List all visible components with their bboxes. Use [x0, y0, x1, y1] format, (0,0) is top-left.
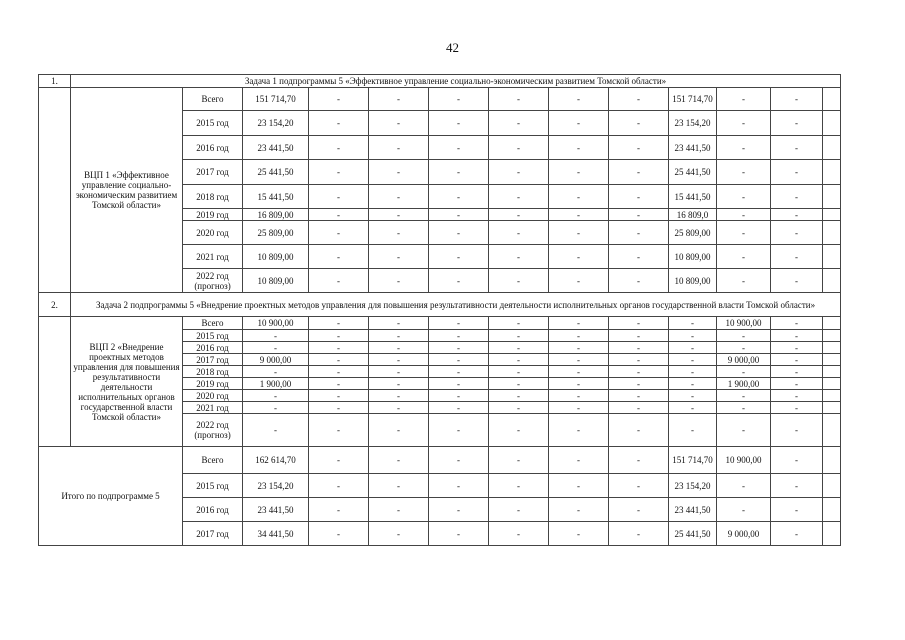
value-cell: -: [489, 390, 549, 402]
value-cell: -: [429, 342, 489, 354]
year-cell: 2017 год: [183, 522, 243, 546]
value-cell: 15 441,50: [243, 185, 309, 209]
value-cell: -: [429, 317, 489, 330]
value-cell: -: [771, 522, 823, 546]
value-cell: -: [309, 160, 369, 185]
value-cell: -: [489, 414, 549, 447]
value-cell: -: [369, 269, 429, 293]
value-cell: -: [609, 390, 669, 402]
value-cell: 1 900,00: [717, 378, 771, 390]
value-cell: -: [489, 330, 549, 342]
value-cell: -: [309, 330, 369, 342]
value-cell: -: [309, 474, 369, 498]
value-cell: -: [429, 366, 489, 378]
value-cell: -: [429, 111, 489, 136]
value-cell: -: [717, 330, 771, 342]
value-cell: 1 900,00: [243, 378, 309, 390]
value-cell: 10 809,00: [669, 269, 717, 293]
empty-cell: [823, 498, 841, 522]
value-cell: -: [243, 342, 309, 354]
value-cell: -: [369, 88, 429, 111]
value-cell: 23 154,20: [669, 474, 717, 498]
value-cell: -: [609, 160, 669, 185]
value-cell: -: [771, 185, 823, 209]
value-cell: -: [549, 221, 609, 245]
value-cell: -: [309, 269, 369, 293]
value-cell: -: [369, 402, 429, 414]
value-cell: -: [429, 160, 489, 185]
year-cell: 2017 год: [183, 160, 243, 185]
value-cell: -: [489, 160, 549, 185]
task-title: Задача 1 подпрограммы 5 «Эффективное управление социально-экономическим развитием Томской области»: [71, 75, 841, 88]
value-cell: 16 809,0: [669, 209, 717, 221]
value-cell: -: [489, 136, 549, 160]
value-cell: -: [309, 390, 369, 402]
empty-cell: [823, 209, 841, 221]
year-cell: 2017 год: [183, 354, 243, 366]
year-cell: Всего: [183, 447, 243, 474]
year-cell: 2022 год (прогноз): [183, 414, 243, 447]
empty-cell: [823, 390, 841, 402]
year-cell: Всего: [183, 88, 243, 111]
value-cell: -: [609, 378, 669, 390]
value-cell: -: [309, 111, 369, 136]
value-cell: -: [309, 221, 369, 245]
empty-cell: [823, 414, 841, 447]
value-cell: -: [549, 498, 609, 522]
value-cell: -: [771, 414, 823, 447]
value-cell: -: [609, 136, 669, 160]
value-cell: -: [669, 366, 717, 378]
program-name: ВЦП 2 «Внедрение проектных методов управления для повышения результативности деятельности исполнительных органов государственной власти Томской области»: [71, 317, 183, 447]
value-cell: -: [489, 498, 549, 522]
value-cell: -: [369, 160, 429, 185]
value-cell: -: [369, 342, 429, 354]
value-cell: 16 809,00: [243, 209, 309, 221]
value-cell: -: [489, 245, 549, 269]
value-cell: -: [429, 447, 489, 474]
value-cell: -: [489, 185, 549, 209]
value-cell: -: [309, 366, 369, 378]
value-cell: -: [429, 136, 489, 160]
value-cell: -: [771, 474, 823, 498]
value-cell: -: [717, 111, 771, 136]
value-cell: -: [429, 221, 489, 245]
page-number: 42: [446, 40, 459, 55]
empty-cell: [823, 522, 841, 546]
value-cell: -: [429, 209, 489, 221]
value-cell: -: [549, 185, 609, 209]
value-cell: -: [771, 245, 823, 269]
value-cell: -: [717, 221, 771, 245]
value-cell: -: [489, 209, 549, 221]
value-cell: -: [771, 160, 823, 185]
year-cell: 2015 год: [183, 111, 243, 136]
budget-table: [38, 74, 841, 546]
value-cell: -: [489, 269, 549, 293]
value-cell: 15 441,50: [669, 185, 717, 209]
value-cell: -: [429, 402, 489, 414]
empty-cell: [823, 136, 841, 160]
value-cell: -: [549, 111, 609, 136]
year-cell: 2015 год: [183, 474, 243, 498]
empty-index-cell: [39, 317, 71, 447]
value-cell: 151 714,70: [243, 88, 309, 111]
value-cell: -: [429, 354, 489, 366]
value-cell: -: [429, 390, 489, 402]
value-cell: -: [429, 88, 489, 111]
value-cell: 34 441,50: [243, 522, 309, 546]
value-cell: -: [669, 342, 717, 354]
value-cell: -: [243, 330, 309, 342]
value-cell: 10 809,00: [669, 245, 717, 269]
value-cell: -: [369, 221, 429, 245]
value-cell: -: [549, 317, 609, 330]
value-cell: -: [309, 209, 369, 221]
value-cell: -: [369, 522, 429, 546]
year-cell: 2016 год: [183, 136, 243, 160]
value-cell: -: [771, 136, 823, 160]
value-cell: -: [771, 447, 823, 474]
value-cell: -: [609, 342, 669, 354]
empty-cell: [823, 474, 841, 498]
value-cell: -: [609, 88, 669, 111]
value-cell: -: [771, 317, 823, 330]
value-cell: -: [609, 185, 669, 209]
value-cell: -: [609, 474, 669, 498]
value-cell: -: [489, 522, 549, 546]
value-cell: -: [609, 498, 669, 522]
value-cell: -: [717, 269, 771, 293]
value-cell: -: [243, 390, 309, 402]
empty-cell: [823, 342, 841, 354]
value-cell: -: [243, 414, 309, 447]
empty-cell: [823, 330, 841, 342]
value-cell: -: [429, 330, 489, 342]
value-cell: -: [549, 342, 609, 354]
value-cell: -: [549, 269, 609, 293]
empty-cell: [823, 88, 841, 111]
value-cell: -: [429, 269, 489, 293]
task-header-row: [39, 75, 841, 88]
value-cell: -: [549, 522, 609, 546]
value-cell: -: [309, 354, 369, 366]
value-cell: -: [309, 498, 369, 522]
value-cell: -: [369, 414, 429, 447]
value-cell: -: [369, 245, 429, 269]
value-cell: -: [717, 88, 771, 111]
task-title: Задача 2 подпрограммы 5 «Внедрение проектных методов управления для повышения результативности деятельности исполнительных органов государственной власти Томской области»: [71, 293, 841, 317]
empty-cell: [823, 354, 841, 366]
value-cell: -: [609, 209, 669, 221]
value-cell: -: [771, 342, 823, 354]
value-cell: -: [549, 366, 609, 378]
value-cell: -: [549, 474, 609, 498]
year-cell: 2020 год: [183, 390, 243, 402]
value-cell: -: [771, 378, 823, 390]
empty-cell: [823, 269, 841, 293]
value-cell: -: [771, 330, 823, 342]
empty-cell: [823, 111, 841, 136]
value-cell: 25 809,00: [669, 221, 717, 245]
value-cell: 23 441,50: [243, 498, 309, 522]
value-cell: 23 441,50: [669, 136, 717, 160]
value-cell: 151 714,70: [669, 88, 717, 111]
value-cell: -: [771, 111, 823, 136]
value-cell: -: [243, 366, 309, 378]
value-cell: -: [309, 317, 369, 330]
value-cell: -: [549, 88, 609, 111]
year-cell: 2022 год (прогноз): [183, 269, 243, 293]
empty-cell: [823, 185, 841, 209]
value-cell: -: [609, 330, 669, 342]
value-cell: -: [489, 402, 549, 414]
year-cell: 2016 год: [183, 342, 243, 354]
value-cell: -: [369, 498, 429, 522]
value-cell: -: [669, 390, 717, 402]
year-cell: 2016 год: [183, 498, 243, 522]
value-cell: -: [771, 390, 823, 402]
value-cell: -: [369, 185, 429, 209]
value-cell: -: [309, 136, 369, 160]
value-cell: 23 441,50: [243, 136, 309, 160]
task-index: 1.: [39, 75, 71, 88]
value-cell: -: [489, 342, 549, 354]
value-cell: 25 441,50: [669, 160, 717, 185]
value-cell: -: [717, 245, 771, 269]
value-cell: -: [609, 414, 669, 447]
value-cell: -: [309, 342, 369, 354]
value-cell: 23 154,20: [243, 111, 309, 136]
empty-cell: [823, 221, 841, 245]
value-cell: -: [717, 342, 771, 354]
value-cell: -: [717, 474, 771, 498]
value-cell: -: [609, 522, 669, 546]
year-cell: 2019 год: [183, 378, 243, 390]
value-cell: -: [549, 414, 609, 447]
value-cell: -: [369, 354, 429, 366]
year-cell: 2020 год: [183, 221, 243, 245]
value-cell: -: [489, 221, 549, 245]
value-cell: -: [309, 245, 369, 269]
value-cell: -: [549, 209, 609, 221]
value-cell: 25 441,50: [243, 160, 309, 185]
value-cell: 10 900,00: [717, 317, 771, 330]
value-cell: -: [549, 354, 609, 366]
value-cell: -: [771, 354, 823, 366]
value-cell: -: [549, 402, 609, 414]
value-cell: -: [369, 378, 429, 390]
value-cell: -: [309, 185, 369, 209]
value-cell: 9 000,00: [243, 354, 309, 366]
year-cell: 2021 год: [183, 402, 243, 414]
value-cell: -: [771, 209, 823, 221]
value-cell: -: [243, 402, 309, 414]
year-cell: 2018 год: [183, 366, 243, 378]
value-cell: -: [369, 390, 429, 402]
empty-index-cell: [39, 88, 71, 293]
value-cell: -: [429, 474, 489, 498]
value-cell: -: [489, 88, 549, 111]
value-cell: -: [771, 402, 823, 414]
value-cell: -: [489, 378, 549, 390]
value-cell: -: [309, 88, 369, 111]
value-cell: -: [609, 447, 669, 474]
value-cell: 162 614,70: [243, 447, 309, 474]
value-cell: -: [549, 447, 609, 474]
year-cell: Всего: [183, 317, 243, 330]
value-cell: -: [609, 221, 669, 245]
value-cell: -: [369, 111, 429, 136]
value-cell: -: [549, 378, 609, 390]
value-cell: -: [429, 414, 489, 447]
value-cell: -: [771, 221, 823, 245]
value-cell: -: [669, 402, 717, 414]
value-cell: 9 000,00: [717, 354, 771, 366]
value-cell: -: [309, 522, 369, 546]
value-cell: -: [369, 447, 429, 474]
value-cell: -: [609, 317, 669, 330]
value-cell: -: [549, 390, 609, 402]
value-cell: -: [489, 447, 549, 474]
value-cell: -: [717, 160, 771, 185]
value-cell: -: [429, 245, 489, 269]
value-cell: 10 809,00: [243, 245, 309, 269]
value-cell: -: [771, 366, 823, 378]
value-cell: -: [369, 330, 429, 342]
value-cell: 23 154,20: [669, 111, 717, 136]
value-cell: -: [549, 330, 609, 342]
value-cell: -: [771, 269, 823, 293]
value-cell: -: [489, 111, 549, 136]
value-cell: -: [549, 136, 609, 160]
value-cell: -: [489, 354, 549, 366]
value-cell: -: [429, 498, 489, 522]
empty-cell: [823, 378, 841, 390]
value-cell: 9 000,00: [717, 522, 771, 546]
program-name: ВЦП 1 «Эффективное управление социально-экономическим развитием Томской области»: [71, 88, 183, 293]
value-cell: -: [369, 136, 429, 160]
value-cell: -: [669, 330, 717, 342]
value-cell: -: [669, 317, 717, 330]
task-index: 2.: [39, 293, 71, 317]
year-cell: 2021 год: [183, 245, 243, 269]
value-cell: -: [369, 317, 429, 330]
value-cell: -: [309, 402, 369, 414]
value-cell: -: [609, 111, 669, 136]
value-cell: -: [369, 366, 429, 378]
value-cell: -: [609, 269, 669, 293]
value-cell: -: [717, 498, 771, 522]
value-cell: -: [489, 366, 549, 378]
table-row: [39, 447, 841, 474]
value-cell: -: [309, 414, 369, 447]
value-cell: -: [609, 354, 669, 366]
value-cell: -: [717, 136, 771, 160]
value-cell: -: [609, 366, 669, 378]
value-cell: 25 809,00: [243, 221, 309, 245]
empty-cell: [823, 402, 841, 414]
value-cell: -: [309, 447, 369, 474]
value-cell: -: [369, 209, 429, 221]
value-cell: -: [429, 378, 489, 390]
value-cell: -: [369, 474, 429, 498]
empty-cell: [823, 447, 841, 474]
value-cell: -: [717, 366, 771, 378]
value-cell: -: [549, 160, 609, 185]
table-row: [39, 317, 841, 330]
value-cell: -: [549, 245, 609, 269]
year-cell: 2019 год: [183, 209, 243, 221]
value-cell: -: [717, 390, 771, 402]
value-cell: -: [717, 402, 771, 414]
value-cell: 10 900,00: [243, 317, 309, 330]
value-cell: 10 900,00: [717, 447, 771, 474]
value-cell: -: [429, 522, 489, 546]
value-cell: 23 441,50: [669, 498, 717, 522]
value-cell: -: [771, 88, 823, 111]
value-cell: -: [609, 245, 669, 269]
value-cell: -: [609, 402, 669, 414]
year-cell: 2018 год: [183, 185, 243, 209]
value-cell: -: [309, 378, 369, 390]
empty-cell: [823, 160, 841, 185]
value-cell: 10 809,00: [243, 269, 309, 293]
task-header-row: [39, 293, 841, 317]
value-cell: 151 714,70: [669, 447, 717, 474]
year-cell: 2015 год: [183, 330, 243, 342]
value-cell: -: [489, 317, 549, 330]
value-cell: -: [717, 414, 771, 447]
totals-label: Итого по подпрограмме 5: [39, 447, 183, 546]
table-row: [39, 88, 841, 111]
value-cell: -: [669, 354, 717, 366]
value-cell: -: [669, 414, 717, 447]
value-cell: -: [429, 185, 489, 209]
empty-cell: [823, 366, 841, 378]
value-cell: -: [717, 185, 771, 209]
value-cell: 25 441,50: [669, 522, 717, 546]
value-cell: 23 154,20: [243, 474, 309, 498]
empty-cell: [823, 245, 841, 269]
empty-cell: [823, 317, 841, 330]
value-cell: -: [489, 474, 549, 498]
value-cell: -: [669, 378, 717, 390]
value-cell: -: [771, 498, 823, 522]
value-cell: -: [717, 209, 771, 221]
